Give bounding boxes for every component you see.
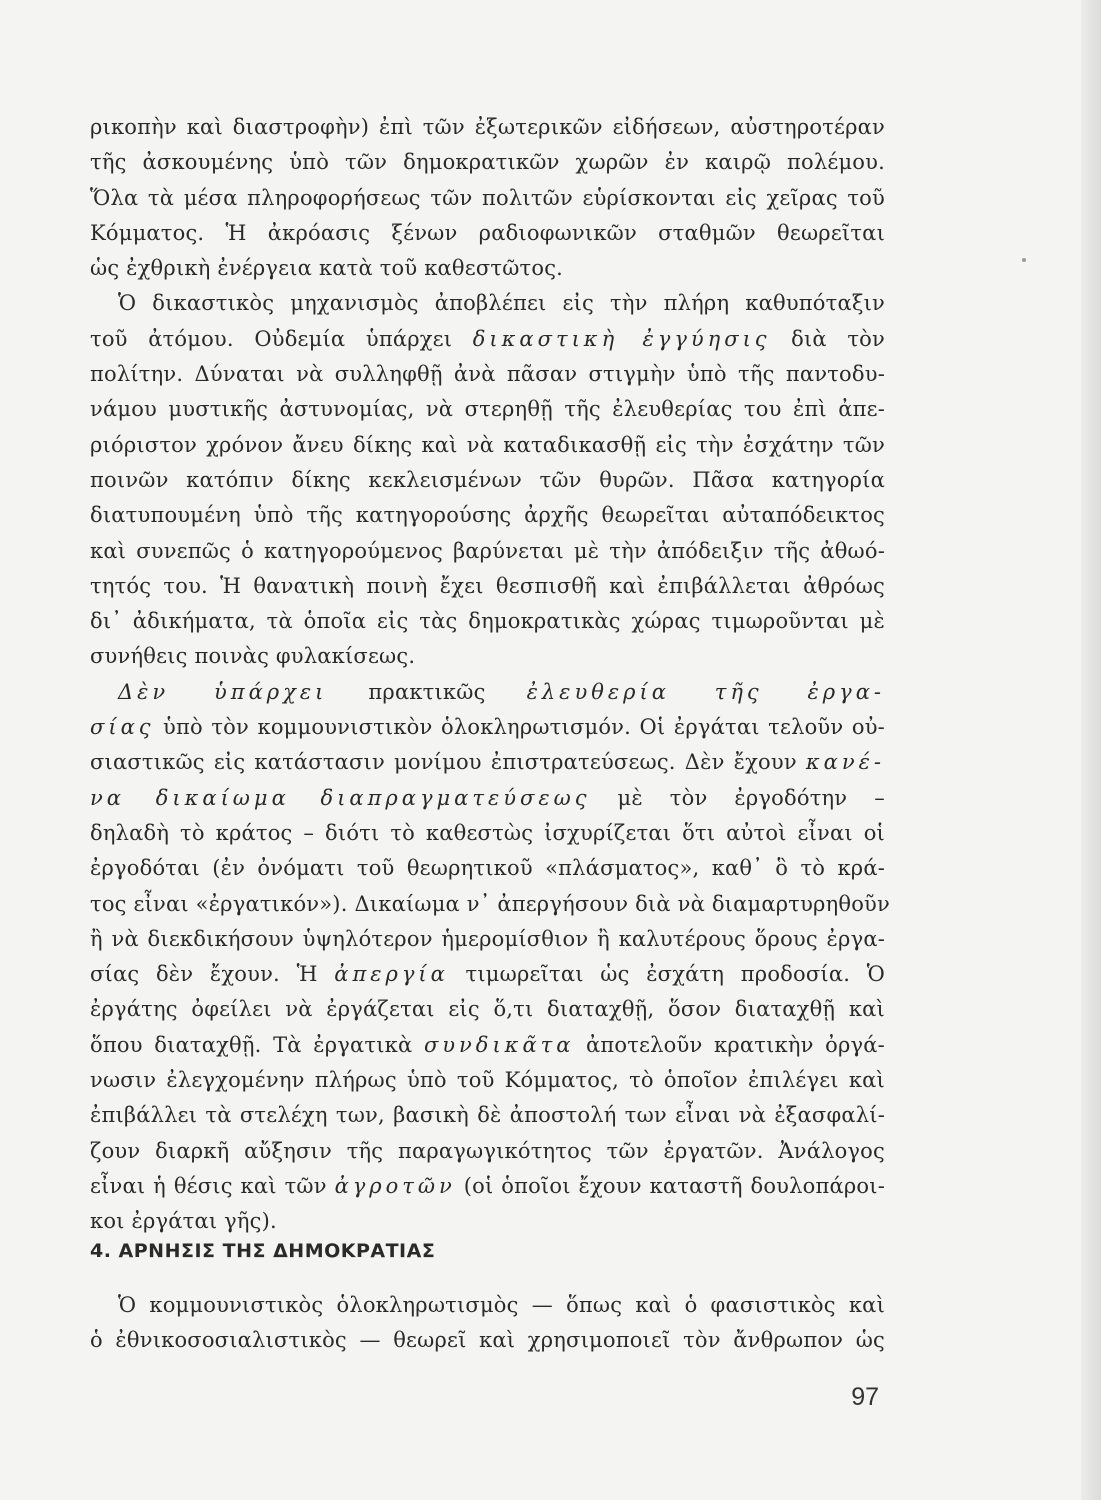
text-line (90, 745, 885, 780)
text-line: Ὁ κομμουνιστικὸς ὁλοκληρωτισμὸς — ὅπως καὶ ὁ φασιστικὸς καὶ (118, 1293, 885, 1317)
text-fragment: τοῦ ἀτόμου. Οὐδεμία ὑπάρχει (90, 326, 453, 351)
text-fragment: ὑπὸ τὸν κομμουνιστικὸν ὁλοκληρωτισμόν. Οἱ ἐργάται τελοῦν οὐ- (163, 715, 885, 740)
text-fragment: εἶναι ἡ θέσις καὶ τῶν (90, 1173, 327, 1198)
spaced-emphasis: κανέ- (805, 750, 885, 775)
spaced-emphasis: ἀγροτῶν (334, 1173, 456, 1198)
text-line: τῆς ἀσκουμένης ὑπὸ τῶν δημοκρατικῶν χωρῶν ἐν καιρῷ πολέμου. (90, 150, 885, 175)
text-line: ἐργοδόται (ἐν ὀνόματι τοῦ θεωρητικοῦ «πλάσματος», καθ᾿ ὃ τὸ κρά- (90, 856, 885, 881)
body-text (90, 110, 890, 1240)
text-line: ὁ ἐθνικοσοσιαλιστικὸς — θεωρεῖ καὶ χρησιμοποιεῖ τὸν ἄνθρωπον ὡς (90, 1328, 885, 1353)
text-fragment: ὅπου διαταχθῇ. Τὰ ἐργατικὰ (90, 1032, 413, 1057)
text-fragment: μὲ τὸν ἐργοδότην – (617, 785, 885, 810)
page-gutter (1081, 0, 1101, 1500)
text-fragment: ἀποτελοῦν κρατικὴν ὀργά- (586, 1032, 885, 1057)
text-line (90, 710, 885, 745)
section-heading: 4. ΑΡΝΗΣΙΣ ΤΗΣ ΔΗΜΟΚΡΑΤΙΑΣ (90, 1240, 436, 1262)
text-line: ποινῶν κατόπιν δίκης κεκλεισμένων τῶν θυρῶν. Πᾶσα κατηγορία (90, 467, 885, 492)
spaced-emphasis: ἐλευθερία τῆς ἐργα- (526, 679, 885, 704)
text-fragment: τιμωρεῖται ὡς ἐσχάτη προδοσία. Ὁ (465, 962, 885, 987)
text-line: καὶ συνεπῶς ὁ κατηγορούμενος βαρύνεται μὲ τὴν ἀπόδειξιν τῆς ἀθωό- (90, 538, 885, 563)
spaced-emphasis: σίας (90, 715, 155, 740)
text-line: τος εἶναι «ἐργατικόν»). Δικαίωμα ν᾿ ἀπεργήσουν διὰ νὰ διαμαρτυρηθοῦν (90, 891, 890, 916)
text-line (90, 1028, 885, 1063)
text-line: ρικοπὴν καὶ διαστροφὴν) ἐπὶ τῶν ἐξωτερικῶν εἰδήσεων, αὐστηροτέραν (90, 115, 885, 139)
text-line: διατυπουμένη ὑπὸ τῆς κατηγορούσης ἀρχῆς θεωρεῖται αὐταπόδεικτος (90, 503, 885, 528)
text-line: δι᾿ ἀδικήματα, τὰ ὁποῖα εἰς τὰς δημοκρατικὰς χώρας τιμωροῦνται μὲ (90, 609, 885, 634)
text-line: ἢ νὰ διεκδικήσουν ὑψηλότερον ἡμερομίσθιον ἢ καλυτέρους ὅρους ἐργα- (90, 926, 885, 951)
text-line: ἐπιβάλλει τὰ στελέχη των, βασικὴ δὲ ἀποστολή των εἶναι νὰ ἐξασφαλί- (90, 1103, 885, 1128)
text-line: ἐργάτης ὀφείλει νὰ ἐργάζεται εἰς ὅ,τι διαταχθῇ, ὅσον διαταχθῇ καὶ (90, 997, 885, 1022)
text-fragment: σιαστικῶς εἰς κατάστασιν μονίμου ἐπιστρατεύσεως. Δὲν ἔχουν (90, 750, 797, 775)
text-line: ριόριστον χρόνον ἄνευ δίκης καὶ νὰ καταδικασθῇ εἰς τὴν ἐσχάτην τῶν (90, 432, 885, 457)
text-fragment: πρακτικῶς (368, 679, 486, 704)
text-line: ζουν διαρκῆ αὔξησιν τῆς παραγωγικότητος τῶν ἐργατῶν. Ἀνάλογος (90, 1138, 885, 1163)
text-line (90, 322, 885, 357)
text-line: νωσιν ἐλεγχομένην πλήρως ὑπὸ τοῦ Κόμματος, τὸ ὁποῖον ἐπιλέγει καὶ (90, 1068, 885, 1093)
spaced-emphasis: να δικαίωμα διαπραγματεύσεως (90, 785, 591, 810)
text-line: δηλαδὴ τὸ κράτος – διότι τὸ καθεστὼς ἰσχυρίζεται ὅτι αὐτοὶ εἶναι οἱ (90, 820, 885, 845)
text-line: τητός του. Ἡ θανατικὴ ποινὴ ἔχει θεσπισθῆ καὶ ἐπιβάλλεται ἀθρόως (90, 573, 885, 598)
body-text-continued (90, 1288, 885, 1359)
text-line (90, 675, 885, 710)
spaced-emphasis: δικαστικὴ ἐγγύησις (472, 326, 771, 351)
text-line: νάμου μυστικῆς ἀστυνομίας, νὰ στερηθῇ τῆς ἐλευθερίας του ἐπὶ ἀπε- (90, 397, 885, 422)
text-fragment: διὰ τὸν (791, 326, 885, 351)
text-line: Ὅλα τὰ μέσα πληροφορήσεως τῶν πολιτῶν εὑρίσκονται εἰς χεῖρας τοῦ (90, 185, 885, 210)
text-line: συνήθεις ποινὰς φυλακίσεως. (90, 644, 416, 669)
text-line: Κόμματος. Ἡ ἀκρόασις ξένων ραδιοφωνικῶν σταθμῶν θεωρεῖται (90, 220, 885, 245)
text-line: ὡς ἐχθρικὴ ἐνέργεια κατὰ τοῦ καθεστῶτος. (90, 256, 564, 281)
text-line (90, 957, 885, 992)
page-number: 97 (851, 1383, 879, 1411)
text-fragment: (οἱ ὁποῖοι ἔχουν καταστῆ δουλοπάροι- (463, 1173, 885, 1198)
spaced-emphasis: ἀπεργία (334, 962, 449, 987)
spaced-emphasis: συνδικᾶτα (423, 1032, 575, 1057)
text-fragment: σίας δὲν ἔχουν. Ἡ (90, 962, 318, 987)
text-line: Ὁ δικαστικὸς μηχανισμὸς ἀποβλέπει εἰς τὴν πλήρη καθυπόταξιν (118, 291, 885, 316)
text-line (90, 781, 885, 816)
text-line: κοι ἐργάται γῆς). (90, 1209, 277, 1234)
text-line (90, 1169, 885, 1204)
text-line: πολίτην. Δύναται νὰ συλληφθῇ ἀνὰ πᾶσαν στιγμὴν ὑπὸ τῆς παντοδυ- (90, 362, 885, 387)
spaced-emphasis: Δὲν ὑπάρχει (118, 679, 328, 704)
page-speck (1022, 258, 1026, 262)
